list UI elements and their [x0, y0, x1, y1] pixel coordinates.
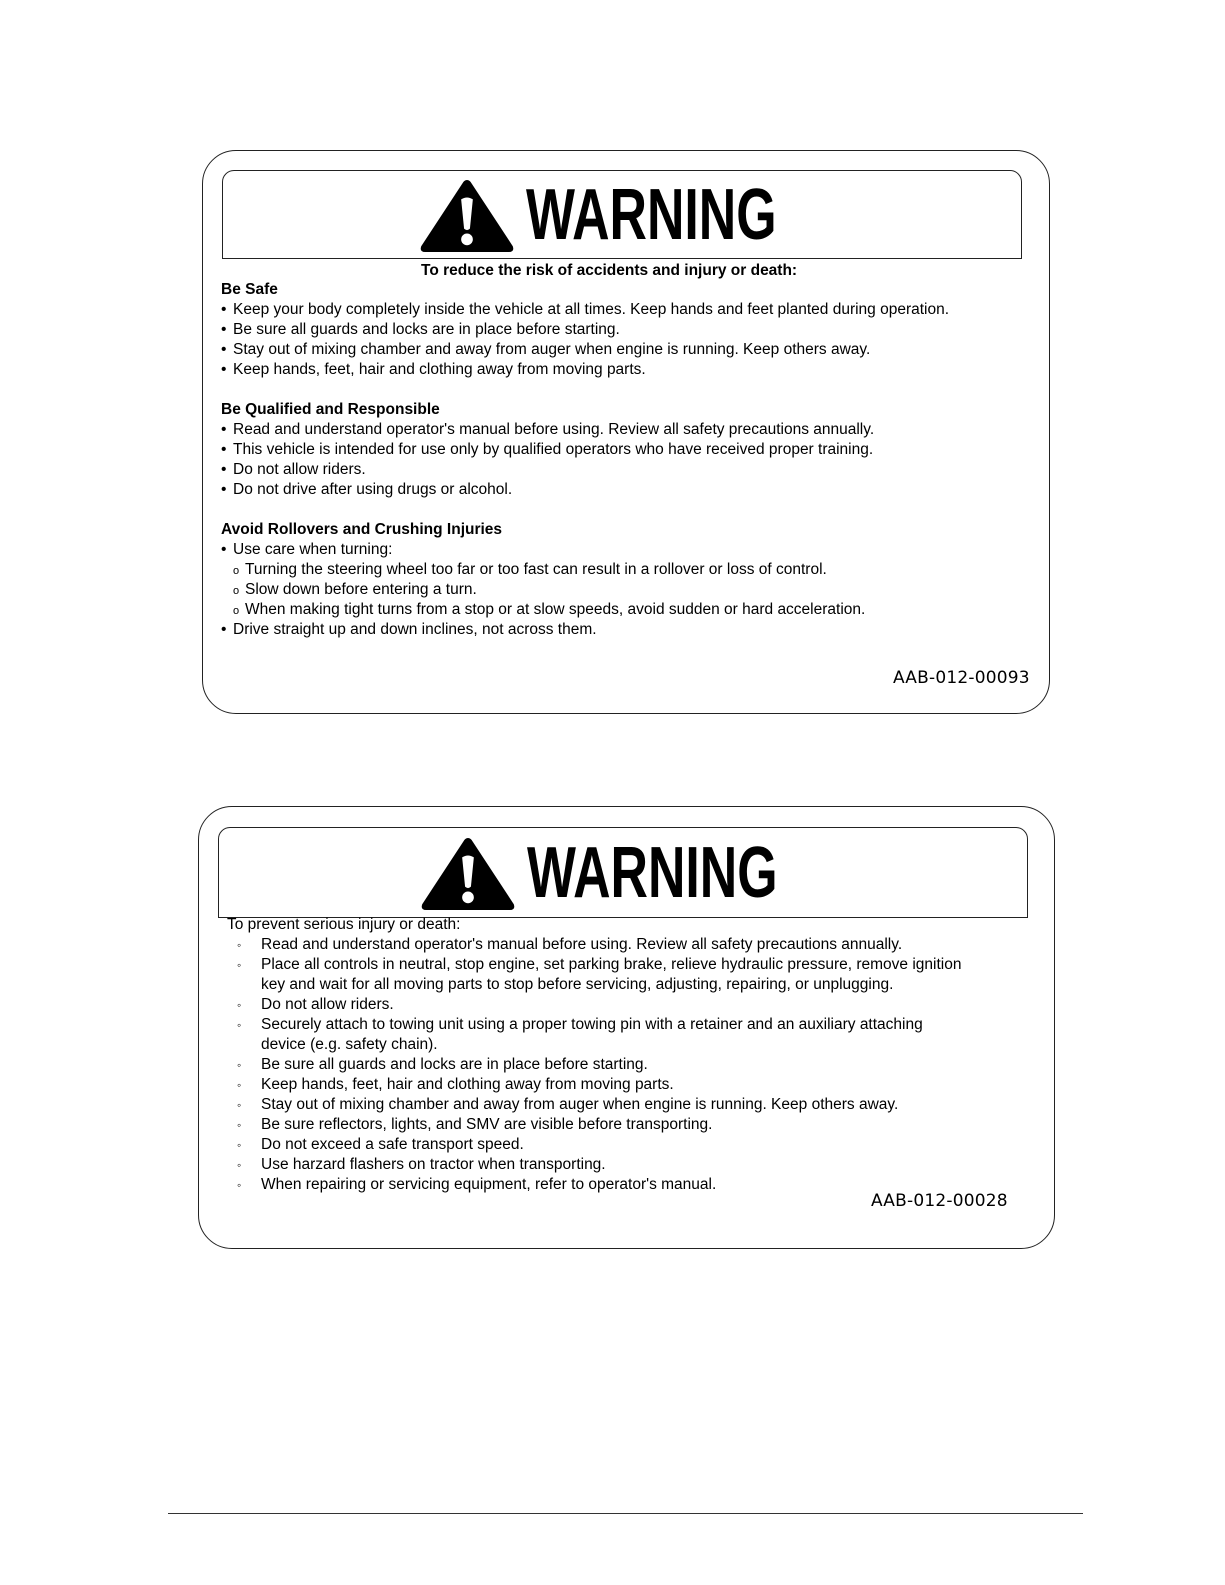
list-item-continuation: key and wait for all moving parts to stop before servicing, adjusting, repairing, or unplugging.	[261, 976, 894, 993]
list-item: • Keep hands, feet, hair and clothing away from moving parts.	[221, 360, 646, 380]
list-item: • Use care when turning:	[221, 540, 392, 560]
list-item: • Drive straight up and down inclines, not across them.	[221, 620, 597, 640]
decal-subtitle: To prevent serious injury or death:	[227, 916, 461, 933]
list-item: • Do not allow riders.	[221, 460, 366, 480]
warning-word: WARNING	[526, 174, 777, 255]
warning-decal-1	[202, 150, 1050, 714]
section-title: Be Safe	[221, 281, 278, 298]
list-item: ◦ Stay out of mixing chamber and away from auger when engine is running. Keep others away.	[237, 1095, 961, 1115]
warning-triangle-icon	[419, 836, 517, 912]
precautions-list	[237, 935, 961, 1195]
section-title: Avoid Rollovers and Crushing Injuries	[221, 521, 503, 538]
list-item: ◦ Do not allow riders.	[237, 995, 961, 1015]
section-title: Be Qualified and Responsible	[221, 401, 440, 418]
warning-triangle-icon	[418, 178, 516, 254]
decal-subtitle: To reduce the risk of accidents and injury or death:	[421, 262, 798, 279]
list-item: ◦ Be sure all guards and locks are in place before starting.	[237, 1055, 961, 1075]
warning-decal-2	[198, 806, 1055, 1249]
list-item: • Read and understand operator's manual before using. Review all safety precautions annually.	[221, 420, 874, 440]
sub-list-item: o When making tight turns from a stop or at slow speeds, avoid sudden or hard acceleration.	[233, 600, 865, 621]
list-item: ◦ Securely attach to towing unit using a proper towing pin with a retainer and an auxiliary attaching	[237, 1015, 961, 1035]
list-item: ◦ Be sure reflectors, lights, and SMV are visible before transporting.	[237, 1115, 961, 1135]
list-item: • This vehicle is intended for use only by qualified operators who have received proper training.	[221, 440, 873, 460]
list-item: • Do not drive after using drugs or alcohol.	[221, 480, 512, 500]
list-item: • Stay out of mixing chamber and away from auger when engine is running. Keep others away.	[221, 340, 870, 360]
list-item: ◦ Keep hands, feet, hair and clothing away from moving parts.	[237, 1075, 961, 1095]
list-item-continuation: device (e.g. safety chain).	[261, 1036, 438, 1053]
footer-divider	[168, 1513, 1083, 1514]
sub-list-item: o Turning the steering wheel too far or too fast can result in a rollover or loss of control.	[233, 560, 827, 581]
list-item: ◦ Use harzard flashers on tractor when transporting.	[237, 1155, 961, 1175]
warning-header	[218, 827, 1028, 918]
list-item: ◦ Place all controls in neutral, stop engine, set parking brake, relieve hydraulic pressure, remove ignition	[237, 955, 961, 975]
list-item: ◦ When repairing or servicing equipment, refer to operator's manual.	[237, 1175, 961, 1195]
warning-header	[222, 170, 1022, 259]
list-item: ◦ Read and understand operator's manual before using. Review all safety precautions annually.	[237, 935, 961, 955]
list-item: • Keep your body completely inside the vehicle at all times. Keep hands and feet planted during operation.	[221, 300, 949, 320]
warning-word: WARNING	[527, 832, 778, 913]
list-item: ◦ Do not exceed a safe transport speed.	[237, 1135, 961, 1155]
decal-code: AAB-012-00093	[893, 668, 1030, 688]
list-item: • Be sure all guards and locks are in place before starting.	[221, 320, 620, 340]
sub-list-item: o Slow down before entering a turn.	[233, 580, 477, 601]
decal-code: AAB-012-00028	[871, 1191, 1008, 1211]
